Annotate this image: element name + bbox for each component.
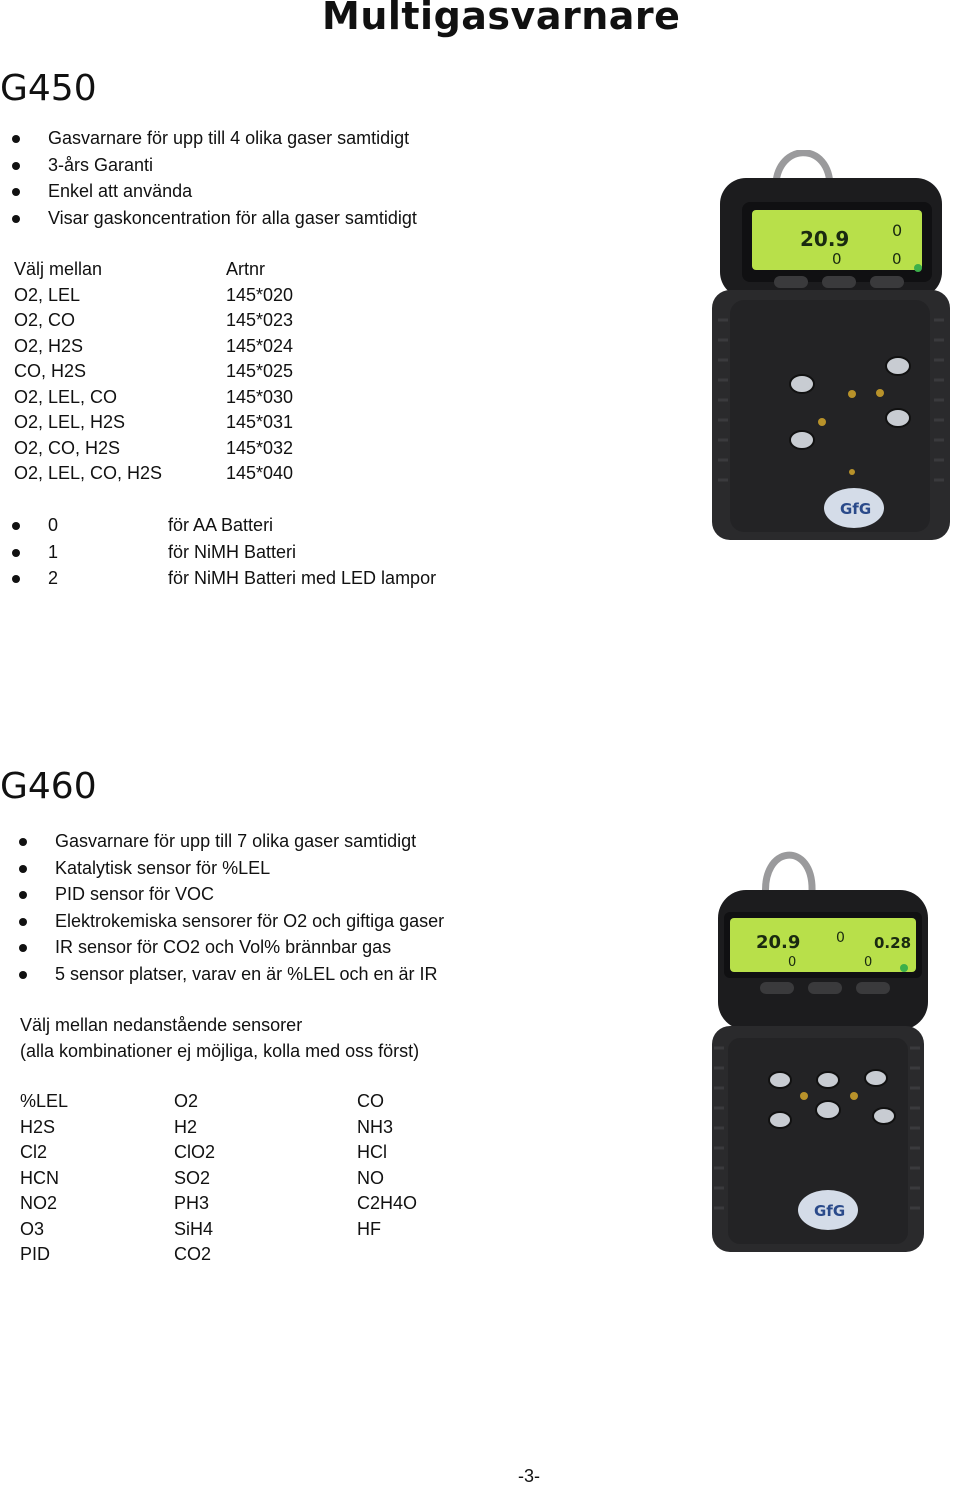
lcd-h2s-value: 0 (864, 955, 873, 970)
g460-select-intro: Välj mellan nedanstående sensorer (20, 1015, 303, 1035)
list-item: Gasvarnare för upp till 4 olika gaser samtidigt (0, 125, 417, 152)
table-cell: O2, H2S (14, 335, 84, 356)
list-item: PID sensor för VOC (0, 881, 444, 908)
table-header-row (14, 257, 293, 283)
table-cell: SO2 (174, 1167, 211, 1188)
table-header-artnr: Artnr (226, 259, 266, 280)
list-item: Enkel att använda (0, 178, 417, 205)
option-code: 2 (48, 568, 59, 588)
option-code: 0 (48, 515, 59, 535)
table-cell: 145*024 (226, 335, 294, 356)
list-item: Gasvarnare för upp till 7 olika gaser samtidigt (0, 828, 444, 855)
option-text: för AA Batteri (168, 515, 274, 535)
list-item: 5 sensor platser, varav en är %LEL och en är IR (0, 961, 444, 988)
g450-feature-list (0, 125, 417, 231)
table-row (14, 308, 293, 334)
table-row (14, 461, 293, 487)
lcd-lel-value: 0 (836, 930, 845, 946)
table-cell: 145*023 (226, 310, 294, 331)
table-cell (357, 1242, 417, 1268)
table-cell: NO (357, 1167, 384, 1188)
g460-sensor-table (20, 1089, 417, 1268)
lcd-co-value: 0 (832, 250, 842, 268)
list-item: 3-års Garanti (0, 152, 417, 179)
list-item (0, 512, 436, 539)
table-cell: HCN (20, 1167, 59, 1188)
table-cell: PID (20, 1244, 51, 1265)
table-cell: H2S (20, 1116, 56, 1137)
table-cell: CO (357, 1091, 384, 1112)
lcd-o2-value: 20.9 (756, 932, 801, 953)
table-cell: O2, CO (14, 310, 76, 331)
table-cell: O2, LEL, H2S (14, 412, 126, 433)
list-item (0, 539, 436, 566)
table-cell: NH3 (357, 1116, 394, 1137)
list-item: IR sensor för CO2 och Vol% brännbar gas (0, 934, 444, 961)
table-cell: C2H4O (357, 1193, 418, 1214)
list-item: Elektrokemiska sensorer för O2 och giftiga gaser (0, 908, 444, 935)
lcd-h2s-value: 0 (892, 250, 902, 268)
table-cell: O2 (174, 1091, 199, 1112)
table-cell: HCl (357, 1142, 387, 1163)
table-row (14, 334, 293, 360)
table-row (14, 283, 293, 309)
lcd-lel-value: 0 (892, 221, 903, 240)
page-title: Multigasvarnare (322, 0, 681, 38)
lcd-o2-value: 20.9 (800, 227, 850, 251)
table-cell: ClO2 (174, 1142, 216, 1163)
table-row (20, 1217, 417, 1243)
table-cell: Cl2 (20, 1142, 48, 1163)
table-cell: O2, LEL, CO (14, 386, 118, 407)
option-text: för NiMH Batteri med LED lampor (168, 568, 437, 588)
table-row (20, 1166, 417, 1192)
table-row (14, 410, 293, 436)
table-row (20, 1140, 417, 1166)
table-cell: O2, LEL (14, 284, 81, 305)
list-item (0, 565, 436, 592)
g450-battery-options (0, 512, 436, 592)
table-cell: 145*025 (226, 361, 294, 382)
table-cell: 145*032 (226, 437, 294, 458)
table-cell: 145*020 (226, 284, 294, 305)
gfg-logo: GfG (814, 1202, 846, 1220)
table-cell: CO2 (174, 1244, 212, 1265)
table-cell: CO, H2S (14, 361, 87, 382)
table-cell: PH3 (174, 1193, 210, 1214)
table-cell: NO2 (20, 1193, 58, 1214)
lcd-co-value: 0 (788, 955, 797, 970)
g460-feature-list (0, 828, 444, 987)
g460-select-note: (alla kombinationer ej möjliga, kolla med oss först) (20, 1041, 420, 1061)
table-cell: %LEL (20, 1091, 69, 1112)
g450-model-heading: G450 (0, 68, 97, 109)
g460-model-heading: G460 (0, 766, 97, 807)
table-row (20, 1242, 417, 1268)
option-code: 1 (48, 541, 59, 562)
table-cell: O2, CO, H2S (14, 437, 121, 458)
table-row (20, 1089, 417, 1115)
option-text: för NiMH Batteri (168, 541, 297, 562)
table-row (14, 436, 293, 462)
table-cell: O3 (20, 1218, 45, 1239)
list-item: Katalytisk sensor för %LEL (0, 855, 444, 882)
g450-combination-table (14, 257, 293, 487)
table-row (20, 1191, 417, 1217)
list-item: Visar gaskoncentration för alla gaser samtidigt (0, 205, 417, 232)
table-cell: O2, LEL, CO, H2S (14, 463, 163, 484)
page-number: -3- (518, 1466, 540, 1486)
table-cell: HF (357, 1218, 381, 1239)
table-row (14, 385, 293, 411)
table-cell: 145*030 (226, 386, 294, 407)
g460-device-image (704, 848, 928, 1256)
lcd-co2-value: 0.28 (874, 934, 912, 952)
table-cell: SiH4 (174, 1218, 214, 1239)
table-cell: H2 (174, 1116, 198, 1137)
table-row (20, 1115, 417, 1141)
gfg-logo: GfG (840, 500, 872, 518)
table-cell: 145*031 (226, 412, 294, 433)
g450-device-image (712, 150, 960, 560)
table-header-combination: Välj mellan (14, 259, 103, 280)
table-cell: 145*040 (226, 463, 294, 484)
table-row (14, 359, 293, 385)
